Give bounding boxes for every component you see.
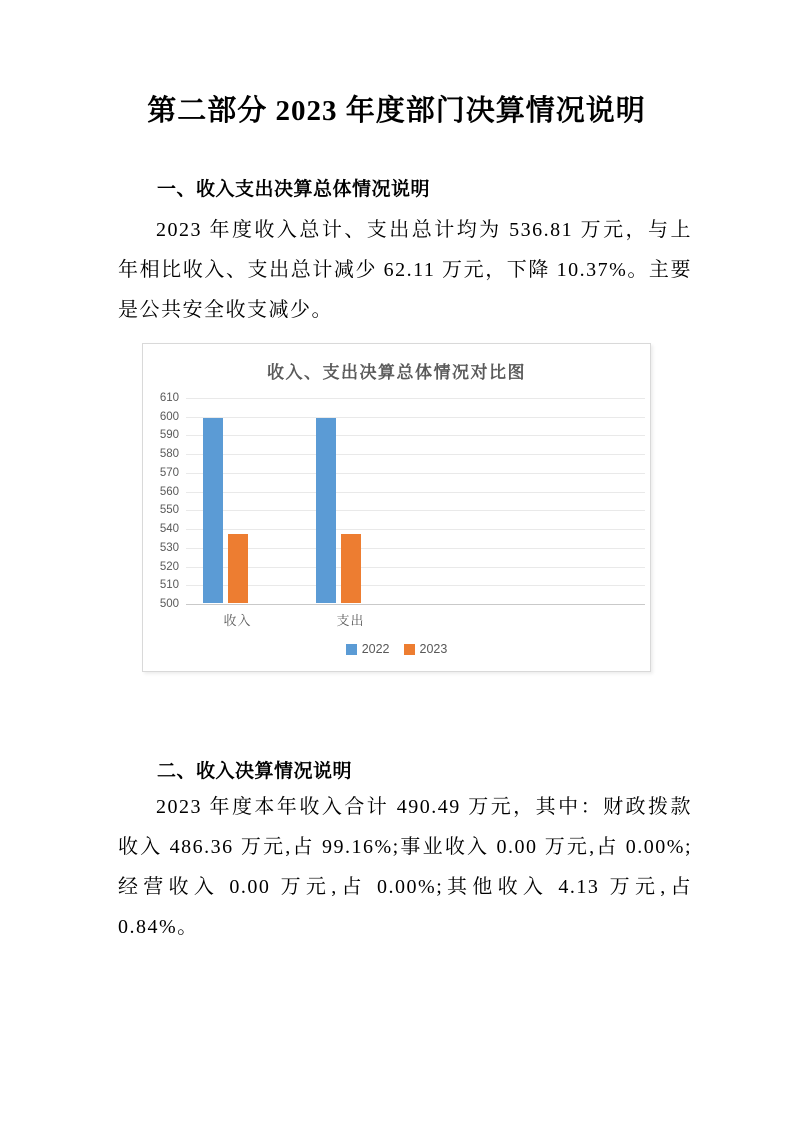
chart-bar-2023-1	[341, 534, 361, 603]
y-axis-tick-label: 540	[159, 523, 179, 536]
y-axis-tick-label: 520	[159, 560, 179, 573]
section-heading-1: 一、收入支出决算总体情况说明	[157, 179, 431, 200]
y-axis-tick-label: 560	[159, 485, 179, 498]
gridline	[186, 435, 645, 436]
x-axis-category-label: 收入	[223, 613, 252, 628]
gridline	[186, 529, 645, 530]
y-axis-tick-label: 590	[159, 429, 179, 442]
legend-label: 2022	[361, 642, 390, 656]
gridline	[186, 454, 645, 455]
legend-swatch-icon	[346, 644, 357, 655]
section-heading-2: 二、收入决算情况说明	[157, 761, 353, 782]
gridline	[186, 548, 645, 549]
gridline	[186, 492, 645, 493]
y-axis-tick-label: 580	[159, 448, 179, 461]
gridline	[186, 473, 645, 474]
chart-container	[142, 343, 651, 672]
gridline	[186, 585, 645, 586]
y-axis-tick-label: 500	[159, 598, 179, 610]
document-title: 第二部分 2023 年度部门决算情况说明	[147, 95, 646, 127]
y-axis-tick-label: 530	[159, 541, 179, 554]
y-axis-tick-label: 570	[159, 466, 179, 479]
y-axis-tick-label: 550	[159, 504, 179, 517]
gridline	[186, 398, 645, 399]
gridline	[186, 417, 645, 418]
chart-bar-2023-0	[228, 534, 248, 603]
legend-item	[404, 642, 448, 656]
chart-bar-2022-1	[316, 418, 336, 603]
chart-bar-2022-0	[203, 418, 223, 603]
chart-legend	[143, 642, 650, 656]
legend-label: 2023	[419, 642, 448, 656]
gridline	[186, 567, 645, 568]
legend-item	[346, 642, 390, 656]
chart-plot-area	[159, 392, 645, 628]
paragraph-section-2: 2023 年度本年收入合计 490.49 万元，其中：财政拨款收入 486.36 万元,占 99.16%;事业收入 0.00 万元,占 0.00%;经营收入 0.00 万元,占 0.00%;其他收入 4.13 万元,占 0.84%。	[118, 796, 692, 938]
chart-title: 收入、支出决算总体情况对比图	[267, 363, 526, 382]
y-axis-tick-label: 510	[159, 579, 179, 592]
paragraph-section-1: 2023 年度收入总计、支出总计均为 536.81 万元，与上年相比收入、支出总计减少 62.11 万元，下降 10.37%。主要是公共安全收支减少。	[118, 219, 692, 321]
legend-swatch-icon	[404, 644, 415, 655]
y-axis-tick-label: 610	[159, 392, 179, 404]
x-axis-line	[186, 604, 645, 605]
y-axis-tick-label: 600	[159, 410, 179, 423]
x-axis-category-label: 支出	[336, 613, 365, 628]
gridline	[186, 510, 645, 511]
